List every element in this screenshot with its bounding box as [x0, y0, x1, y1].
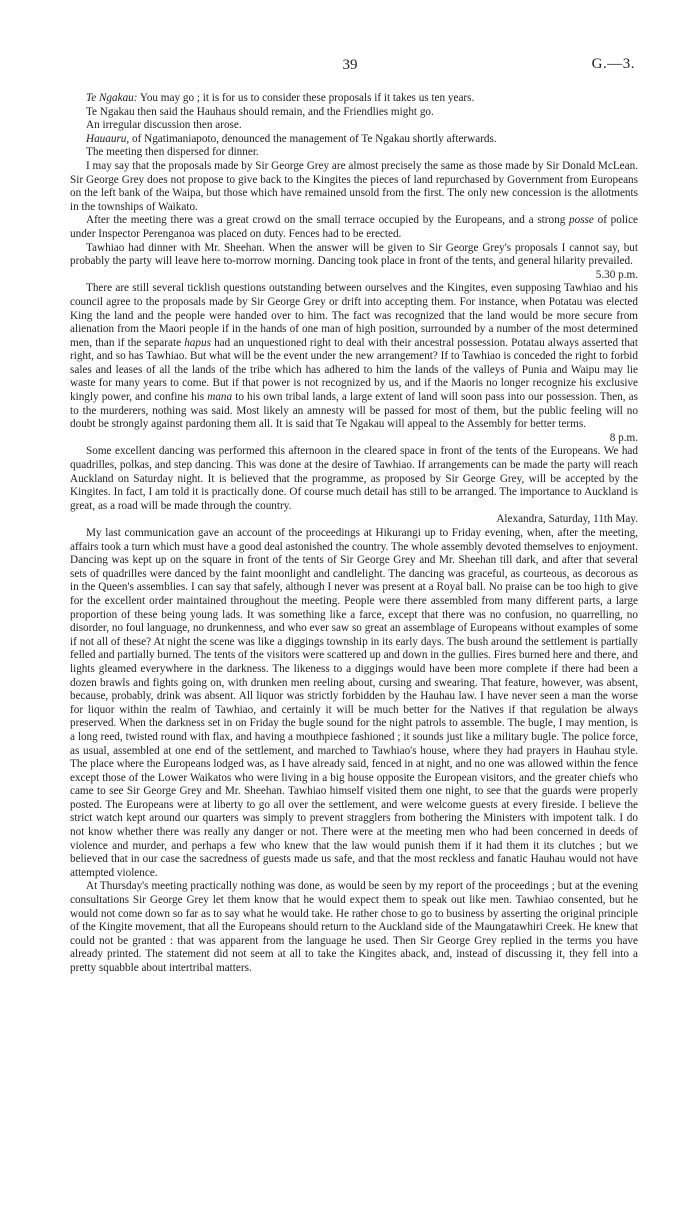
document-code: G.—3.: [591, 56, 635, 72]
paragraph: Hauauru, of Ngatimaniapoto, denounced the management of Te Ngakau shortly afterwards.: [86, 132, 497, 145]
body-text: [70, 92, 638, 976]
paragraph: I may say that the proposals made by Sir George Grey are almost precisely the same as those made by Sir Donald McLean. Sir George Grey does not propose to give back to the Kingites the pieces of land repurchased by Government from Europeans on the left bank of the Waipa, but those which have remained unsold from the first. The only new concession is the allotments in the townships of Waikato.: [70, 159, 638, 213]
paragraph: There are still several ticklish questions outstanding between ourselves and the Kingites, even supposing Tawhiao and his council agree to the proposals made by Sir George Grey or drift into accepting them. For instance, when Potatau was elected King the land and the people were handed over to him. The fact was recognized that the land would be more secure from alienation from the Maori people if in the hands of one man of high position, surrounded by a number of the most determined men, than if the separate hapus had an unquestioned right to deal with their ancestral possession. Potatau always asserted that right, and so has Tawhiao. But what will be the event under the new arrangement? If to Tawhiao is conceded the right to forbid sales and leases of all the lands of the tribe which has adhered to him the lands of the valleys of Punia and Waipu may lie waste for many years to come. But if that power is not recognized by us, and if the Maoris no longer recognize his exclusive kingly power, and confine his mana to his own tribal lands, a large extent of land will soon pass into our possession. Then, as to the murderers, nothing was said. Most likely an amnesty will be passed for most of them, but the public feeling will no doubt be strongly against pardoning them all. It is said that Te Ngakau will appeal to the Assembly for better terms. 8 p.m.: [70, 282, 638, 444]
page-number: 39: [342, 57, 358, 73]
paragraph: Tawhiao had dinner with Mr. Sheehan. When the answer will be given to Sir George Grey's proposals I cannot say, but probably the party will leave here to-morrow morning. Dancing took place in front of the tents, and general hilarity prevailed. 5.30 p.m.: [70, 241, 638, 281]
italic-term: mana: [207, 391, 233, 404]
paragraph: At Thursday's meeting practically nothing was done, as would be seen by my report of the proceedings ; but at the evening consultations Sir George Grey let them know that he would expect them to speak out like men. Tawhiao consented, but he would not come down so far as to say what he would take. He rather chose to go to business by asserting the original principle of the Kingite movement, that all the Europeans should return to the Auckland side of the Maungatawhiri Creek. He knew that could not be granted : that was apparent from the language he used. Then Sir George Grey replied in the terms you have already printed. The statement did not seem at all to take the Kingites aback, and, instead of discussing it, they fell into a pretty squabble about intertribal matters.: [70, 880, 638, 974]
paragraph: Te Ngakau: You may go ; it is for us to consider these proposals if it takes us ten years.: [86, 92, 475, 104]
italic-term: hapus: [184, 336, 211, 349]
paragraph: An irregular discussion then arose.: [86, 119, 242, 132]
dateline: Alexandra, Saturday, 11th May.: [496, 513, 638, 526]
timestamp: 5.30 p.m.: [595, 268, 638, 281]
paragraph: Te Ngakau then said the Hauhaus should remain, and the Friendlies might go.: [86, 105, 434, 118]
paragraph: After the meeting there was a great crowd on the small terrace occupied by the Europeans, and a strong posse of police under Inspector Perenganoa was placed on duty. Fences had to be erected.: [70, 214, 638, 240]
speaker-name: Hauauru,: [86, 132, 130, 145]
paragraph: The meeting then dispersed for dinner.: [86, 146, 259, 159]
speaker-name: Te Ngakau:: [86, 92, 138, 104]
italic-term: posse: [569, 214, 594, 227]
timestamp: 8 p.m.: [609, 431, 638, 444]
paragraph: Some excellent dancing was performed this afternoon in the cleared space in front of the tents of the Europeans. We had quadrilles, polkas, and step dancing. This was done at the desire of Tawhiao. If arrangements can be made the party will reach Auckland on Saturday night. It is believed that the programme, as proposed by Sir George Grey, will be accepted by the Kingites. In fact, I am told it is practically done. Of course much detail has still to be arranged. The importance to Auckland is great, as a road will be made through the country. Alexandra, Saturday, 11th May.: [70, 445, 638, 526]
paragraph: My last communication gave an account of the proceedings at Hikurangi up to Friday evening, when, after the meeting, affairs took a turn which must have a good deal astonished the country. The whole assembly devoted themselves to enjoyment. Dancing was kept up on the square in front of the tents of Sir George Grey and Mr. Sheehan till dark, and after that several sets of quadrilles were danced by the faint moonlight and candlelight. The dancing was graceful, as courteous, as decorous as in the Queen's assemblies. I can say that safely, although I never was present at a Royal ball. No praise can be too high to give for the excellent order maintained throughout the meeting. People were there assembled from many different parts, a large proportion of these being young lads. It was something like a farce, except that there was no confusion, no quarrelling, no disorder, no foul language, no drunkenness, and who ever saw so great an assemblage of Europeans without examples of some if not all of these? At night the scene was like a diggings township in its early days. The bush around the settlement is partially felled and partially burned. The tents of the visitors were scattered up and down in the gullies. Fires burned here and there, and lights gleamed everywhere in the darkness. The likeness to a diggings would have been more complete if there had been a dozen brawls and fights going on, with drunken men reeling about, cursing and swearing. That feature, however, was absent, because, probably, drink was absent. All liquor was strictly forbidden by the Hauhau law. I have never seen a man the worse for liquor within the realm of Tawhiao, and certainly it will be much better for the Natives if that regulation be always preserved. When the darkness set in on Friday the bugle sound for the night patrols to assemble. The bugle, I may mention, is a long reed, twisted round with flax, and having a mouthpiece fashioned ; it sounds just like a military bugle. The police force, as usual, assembled at one end of the settlement, and marched to Tawhiao's house, where they had prayers in Hauhau style. The place where the Europeans lodged was, as I have already said, fenced in at night, and no one was allowed within the fence except those of the Lower Waikatos who were living in a big house opposite the European visitors, and the greater chiefs who came to see Sir George Grey and Mr. Sheehan. Tawhiao himself visited them one night, to see that the guards were properly posted. The Europeans were at liberty to go all over the settlement, and were welcome guests at every fireside. I believe the strict watch kept around our quarters was simply to prevent stragglers from bothering the Ministers with impotent talk. I do not know whether there was really any danger or not. There were at the meeting men who had been concerned in deeds of violence and murder, and perhaps a few who knew that the law would punish them if it had them it its clutches ; but we believed that in our case the sacredness of guests made us safe, and that the most reckless and fanatic Hauhau would not have attempted violence.: [70, 527, 638, 879]
